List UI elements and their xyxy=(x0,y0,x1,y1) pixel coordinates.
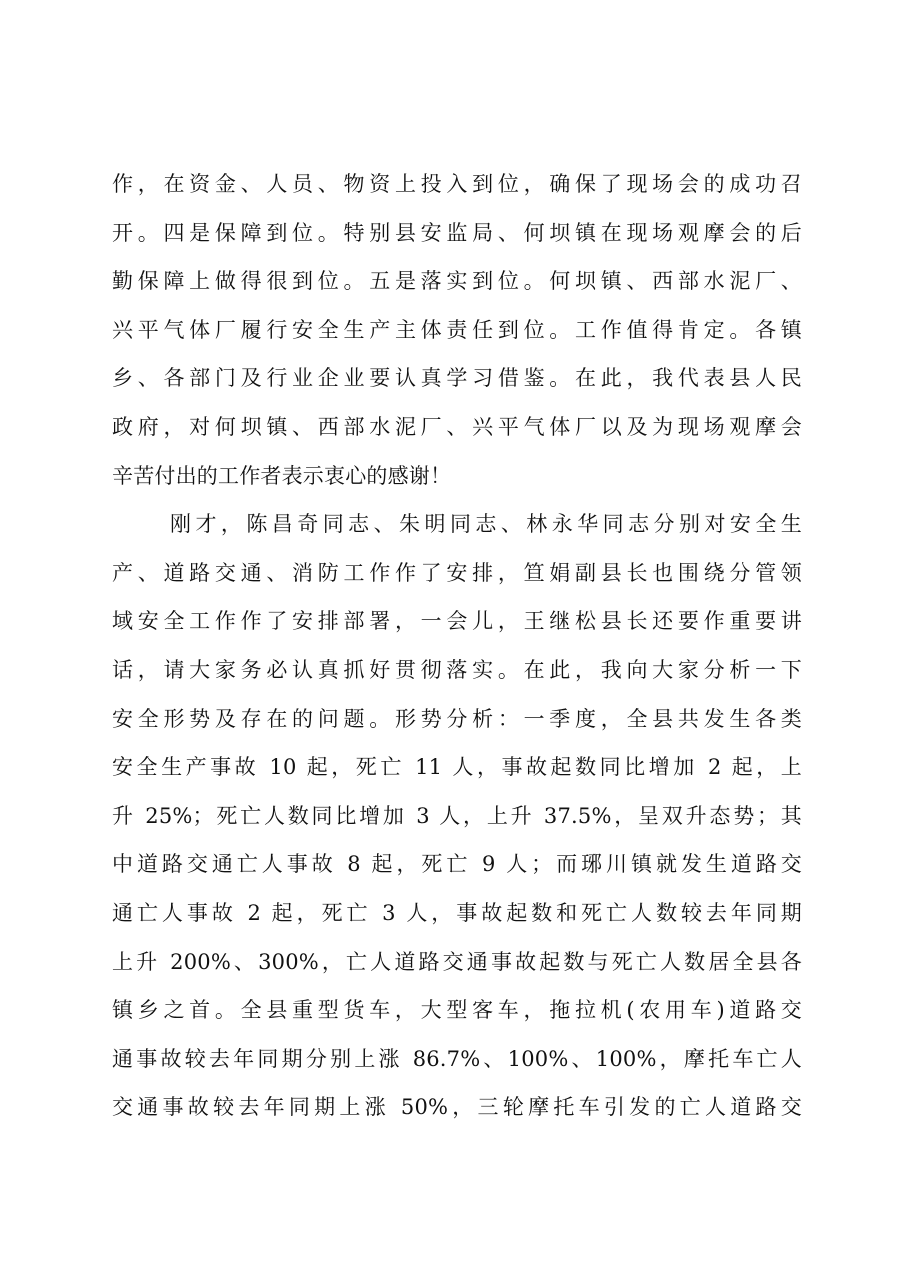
text-line: 勤保障上做得很到位。五是落实到位。何坝镇、西部水泥厂、 xyxy=(112,269,802,294)
text-line: 升 25%；死亡人数同比增加 3 人，上升 37.5%，呈双升态势；其 xyxy=(112,803,802,828)
text-line: 兴平气体厂履行安全生产主体责任到位。工作值得肯定。各镇 xyxy=(112,317,802,342)
text-line: 交通事故较去年同期上涨 50%，三轮摩托车引发的亡人道路交 xyxy=(112,1095,802,1120)
text-line: 镇乡之首。全县重型货车，大型客车，拖拉机(农用车)道路交 xyxy=(112,998,802,1023)
text-line: 通亡人事故 2 起，死亡 3 人，事故起数和死亡人数较去年同期 xyxy=(112,900,802,925)
text-line: 作，在资金、人员、物资上投入到位，确保了现场会的成功召 xyxy=(112,172,802,196)
text-line: 域安全工作作了安排部署，一会儿，王继松县长还要作重要讲 xyxy=(112,609,802,634)
paragraph-1 xyxy=(112,160,802,500)
text-line xyxy=(112,1132,802,1181)
text-line: 乡、各部门及行业企业要认真学习借鉴。在此，我代表县人民 xyxy=(112,366,802,391)
text-line: 政府，对何坝镇、西部水泥厂、兴平气体厂以及为现场观摩会 xyxy=(112,414,802,439)
text-line: 产、道路交通、消防工作作了安排，笪娟副县长也围绕分管领 xyxy=(112,560,802,585)
paragraph-2 xyxy=(112,500,802,1180)
text-line: 中道路交通亡人事故 8 起，死亡 9 人；而琊川镇就发生道路交 xyxy=(112,852,802,877)
text-line: 开。四是保障到位。特别县安监局、何坝镇在现场观摩会的后 xyxy=(112,220,802,245)
text-line: 话，请大家务必认真抓好贯彻落实。在此，我向大家分析一下 xyxy=(112,657,802,682)
text-line: 安全形势及存在的问题。形势分析：一季度，全县共发生各类 xyxy=(112,706,802,731)
text-line: 刚才，陈昌奇同志、朱明同志、林永华同志分别对安全生 xyxy=(170,512,802,537)
text-line: 上升 200%、300%，亡人道路交通事故起数与死亡人数居全县各 xyxy=(112,949,802,974)
text-line: 通事故较去年同期分别上涨 86.7%、100%、100%，摩托车亡人 xyxy=(112,1046,802,1071)
body-text xyxy=(112,160,802,1180)
text-line: 辛苦付出的工作者表示衷心的感谢！ xyxy=(112,463,452,488)
text-line: 安全生产事故 10 起，死亡 11 人，事故起数同比增加 2 起，上 xyxy=(112,755,802,780)
